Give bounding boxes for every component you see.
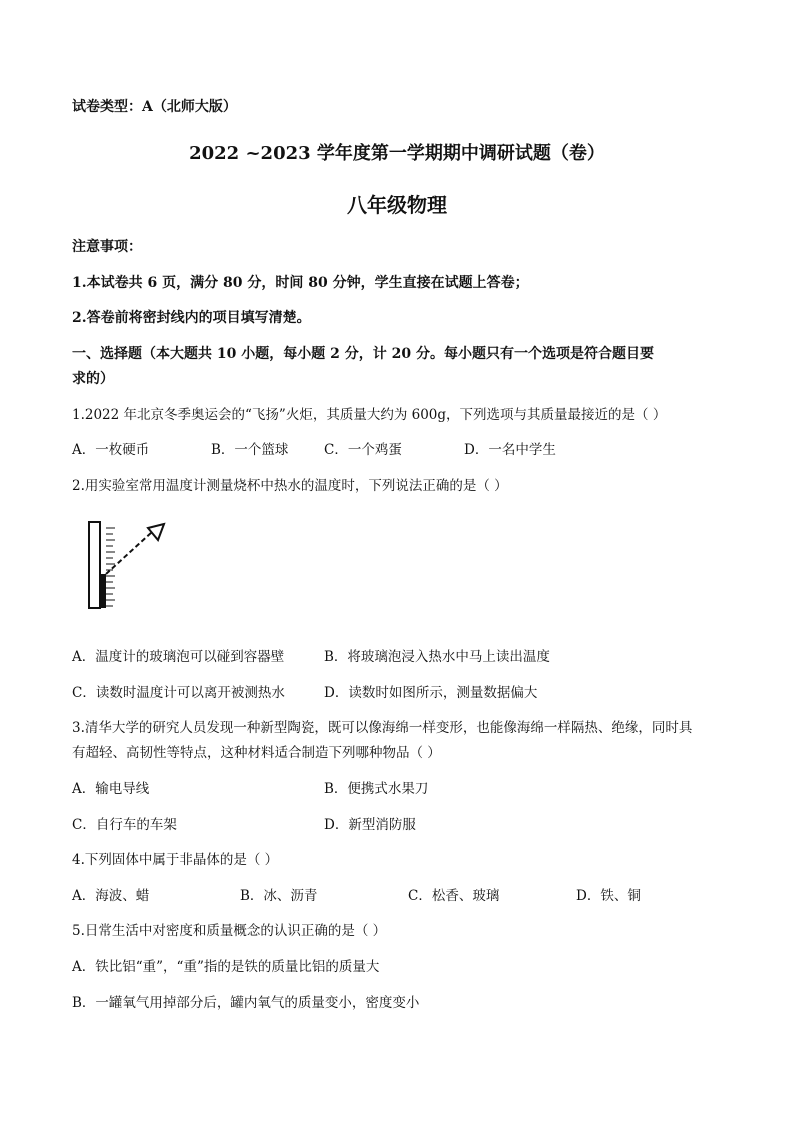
q2-option-d: D．读数时如图所示，测量数据偏大 (324, 685, 538, 701)
section-heading-line2: 求的） (72, 371, 114, 387)
q4-option-a: A．海波、蜡 (72, 888, 150, 904)
q1-option-d: D．一名中学生 (464, 442, 556, 458)
exam-title: 2022 ~2023 学年度第一学期期中调研试题（卷） (189, 143, 605, 164)
section-heading-line1: 一、选择题（本大题共 10 小题，每小题 2 分，计 20 分。每小题只有一个选项是符合题目要 (72, 346, 654, 362)
question-5-stem: 5.日常生活中对密度和质量概念的认识正确的是（ ） (72, 923, 387, 939)
notes-item-1: 1.本试卷共 6 页，满分 80 分，时间 80 分钟，学生直接在试题上答卷； (72, 275, 529, 291)
q4-option-b: B．冰、沥青 (240, 888, 318, 904)
q2-option-c: C．读数时温度计可以离开被测热水 (72, 685, 285, 701)
q2-option-b: B．将玻璃泡浸入热水中马上读出温度 (324, 649, 550, 665)
question-3-stem-line1: 3.清华大学的研究人员发现一种新型陶瓷，既可以像海绵一样变形，也能像海绵一样隔热、绝缘，同时具 (72, 720, 693, 736)
q1-option-b: B．一个篮球 (211, 442, 289, 458)
q5-option-b: B．一罐氧气用掉部分后，罐内氧气的质量变小，密度变小 (72, 995, 420, 1011)
eye-arrow-icon (148, 524, 164, 540)
q3-option-a: A．输电导线 (72, 781, 150, 797)
q4-option-c: C．松香、玻璃 (408, 888, 500, 904)
q2-option-a: A．温度计的玻璃泡可以碰到容器壁 (72, 649, 285, 665)
q3-option-c: C．自行车的车架 (72, 817, 177, 833)
thermometer-outline (89, 522, 100, 608)
exam-subject: 八年级物理 (347, 193, 447, 217)
q3-option-b: B．便携式水果刀 (324, 781, 429, 797)
paper-type: 试卷类型：A（北师大版） (72, 99, 237, 115)
sight-line (106, 532, 152, 574)
notes-item-2: 2.答卷前将密封线内的项目填写清楚。 (72, 310, 311, 326)
thermometer-figure (84, 518, 174, 612)
q4-option-d: D．铁、铜 (576, 888, 641, 904)
thermometer-liquid-column (101, 574, 106, 608)
question-1-stem: 1.2022 年北京冬季奥运会的“飞扬”火炬，其质量大约为 600g，下列选项与其质量最接近的是（ ） (72, 407, 667, 423)
question-4-stem: 4.下列固体中属于非晶体的是（ ） (72, 852, 279, 868)
q5-option-a: A．铁比铝“重”，“重”指的是铁的质量比铝的质量大 (72, 959, 380, 975)
q3-option-d: D．新型消防服 (324, 817, 416, 833)
q1-option-a: A．一枚硬币 (72, 442, 150, 458)
question-3-stem-line2: 有超轻、高韧性等特点，这种材料适合制造下列哪种物品（ ） (72, 745, 441, 761)
notes-heading: 注意事项： (72, 239, 142, 255)
q1-option-c: C．一个鸡蛋 (324, 442, 402, 458)
question-2-stem: 2.用实验室常用温度计测量烧杯中热水的温度时，下列说法正确的是（ ） (72, 478, 508, 494)
